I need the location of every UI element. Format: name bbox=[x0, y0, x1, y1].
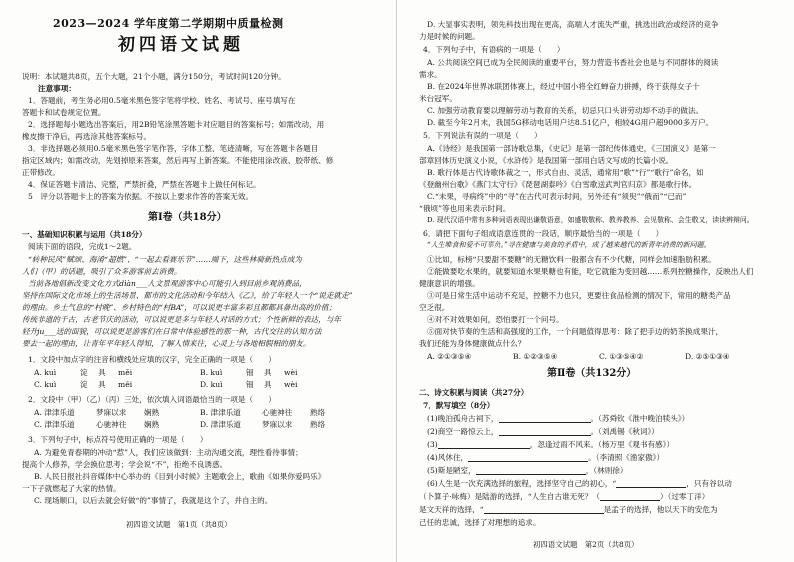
note-line: 3．非选择题必须用0.5毫米黑色签字笔作答，字体工整、笔迹清晰，写在答题卡各题目 bbox=[28, 144, 319, 153]
q1-option-b-char: 钿 bbox=[246, 368, 254, 377]
note-line: 4．保证答题卡清洁、完整，严禁折叠，严禁在答题卡上做任何标记。 bbox=[28, 180, 261, 189]
q2-option-d-word: 梦寐以求 bbox=[262, 420, 293, 429]
q1-option-c-char: 具 bbox=[98, 380, 106, 389]
answer-blank[interactable] bbox=[438, 441, 530, 449]
passage-line: 要去一起的理由，让青年平年轻人得知，了解人情来往，心灵上与各地相假相的朋友。 bbox=[22, 339, 311, 348]
q1-option-a-char: 具 bbox=[98, 368, 106, 377]
q1-option-a-pinyin: měi bbox=[118, 368, 133, 377]
dictation-text: (6)人生是一次充满选择的旅程，选择坚守自己的初心，“ bbox=[427, 479, 617, 488]
q1-option-d[interactable]: D. kuì bbox=[200, 380, 223, 389]
q3-option-line: 提高个人修养，学会换位思考；学会说“不”，拒绝不良诱惑。 bbox=[22, 460, 228, 469]
notes-heading: 注意事项： bbox=[38, 84, 76, 93]
q4-option-line: A. 公共阅读空间已成为全民阅读的重要平台，努力营造书香社会也是与不同群体的阅读 bbox=[427, 58, 719, 67]
question-7-stem: 7．默写填空（8分） bbox=[423, 401, 495, 410]
q4-option-line: D. 截至今年2月末，我国5G移动电话用户达8.51亿户，相较4G用户超9000多万户。 bbox=[427, 118, 714, 127]
q5-option-line: 部章回体历史演义小说，《水浒传》是我国第一部用白话文写成的长篇小说。 bbox=[419, 156, 674, 165]
q2-option-c-word: 娴熟 bbox=[144, 420, 160, 429]
dictation-text: (3) bbox=[427, 440, 438, 449]
q3-option-line: C. 现场顺口，以后去就会好做“的”事情了，我就是这个了，并自主的。 bbox=[34, 496, 273, 505]
dictation-source: ，（林则徐） bbox=[585, 466, 628, 475]
q2-option-d[interactable]: D. 津津乐道 bbox=[200, 420, 242, 429]
dictation-item bbox=[427, 414, 689, 423]
answer-blank[interactable] bbox=[616, 480, 686, 488]
page-footer: 初四语文试题 第1页（共8页） bbox=[126, 520, 232, 529]
q1-option-b-pinyin: wèi bbox=[284, 368, 298, 377]
q3-option-line: B. 人民日报社抖音媒体中心举办的《目到小时候》主题歌会上，歌曲《如果你爱吗乐》 bbox=[34, 472, 326, 481]
q6-option-a[interactable]: A. ②①③⑤④ bbox=[427, 352, 472, 361]
dictation-text: (1)晚泊孤舟古祠下， bbox=[427, 414, 499, 423]
q1-option-c[interactable]: C. kuì bbox=[34, 380, 57, 389]
dictation-item bbox=[427, 466, 628, 475]
q4-option-line: C. 加强劳动教育要以理解劳动与教育的关系，切忌只口头讲劳动却不动手的做法。 bbox=[427, 106, 704, 115]
dictation-text: (2)商空一路惊云上， bbox=[427, 427, 499, 436]
note-line: 1．答题前，考生务必用0.5毫米黑色签字笔将学校、姓名、考试号、座号填写在 bbox=[28, 96, 296, 105]
q3-option-d-line: D. 大显事实表明，领先科技出现在更高，高端人才流失严重，挑选出政治或经济的竞争 bbox=[427, 20, 719, 29]
q6-sentence: 我们还能为身体健康做点什么？ bbox=[419, 339, 526, 348]
q1-option-d-char: 具 bbox=[264, 380, 272, 389]
page-2 bbox=[397, 0, 794, 562]
q2-option-d-word: 熟络 bbox=[310, 420, 326, 429]
dictation-text: ，只有谷以动 bbox=[686, 479, 732, 488]
passage-line: 的理由。乡土气息的“村晚”、乡村特色的“村BA”，可以说更丰富多彩且都都具备出高的价值； bbox=[22, 303, 337, 312]
dictation-text: 是文天祥的选择，“ bbox=[419, 505, 484, 514]
dictation-text: (5)斯是陋室， bbox=[427, 466, 476, 475]
q1-option-d-char: 钿 bbox=[246, 380, 254, 389]
q5-option-line: “俄顷”等也用来表示时间。 bbox=[419, 204, 511, 213]
q4-option-line: 需求。 bbox=[419, 70, 442, 79]
q2-option-c-word: 心驰神往 bbox=[96, 420, 127, 429]
part2-title: 第Ⅱ卷（共132分） bbox=[547, 368, 637, 379]
note-line: 5 评分以答题卡上的答案为依据。不按以上要求作答的答案无效。 bbox=[28, 192, 254, 201]
q5-option-line: D. 现代汉语中常有多种词语表现出谦敬语意，如盛敬敬称、教养教养、会见敬称、会生敬又，读读辨辩问。 bbox=[427, 216, 754, 224]
exam-title: 2023—2024 学年度第二学期期中质量检测 bbox=[53, 17, 284, 30]
note-line: 橡皮擦干净后，再选涂其他答案标号。 bbox=[22, 132, 152, 141]
q4-option-line: B. 在2024年世界冰联团体赛上，经过中国小将全红蝉奋力拼搏，终于获得女子十 bbox=[427, 82, 700, 91]
answer-blank[interactable] bbox=[484, 506, 604, 514]
q6-sentence: 健康意识的增强。 bbox=[419, 279, 480, 288]
passage-line: 当前各地倡新改变文化方式dìàn___人文景观游客中心可能引入到目前乡观消费品， bbox=[28, 279, 307, 288]
dictation-text: (4)风休住， bbox=[427, 453, 469, 462]
passage-line: 轻升ju___送的面貌，可以说更是游客们在日常中体验感性的那一种，古代交往的认知方法 bbox=[22, 327, 322, 336]
dictation-text: 己任的忠诚，选择了对理想的追求。 bbox=[419, 518, 541, 527]
q2-option-a-word: 娴熟 bbox=[144, 408, 160, 417]
question-5-stem: 5．下列说法有误的一项是（ ） bbox=[423, 131, 542, 140]
q6-sentence: ②能做要吃水果的，就要知道水果果糖也有能，吃它就能为变回越……系列控糖操作，反映出人们 bbox=[427, 267, 754, 276]
q6-option-d[interactable]: D. ②⑤①③④ bbox=[685, 352, 730, 361]
q6-sentence: 空乏很。 bbox=[419, 303, 450, 312]
q1-option-b-char: 具 bbox=[264, 368, 272, 377]
page-footer: 初四语文试题 第2页（共8页） bbox=[533, 540, 639, 549]
q2-option-b[interactable]: B. 津津乐道 bbox=[200, 408, 241, 417]
q3-option-d-line: 力是时候的问题。 bbox=[419, 32, 480, 41]
q3-option-line: 一下子就燃起了大家的热情。 bbox=[22, 484, 121, 493]
q5-option-line: A.《诗经》是我国第一部诗歌总集，《史记》是第一部纪传体通史，《三国演义》是第一 bbox=[427, 144, 716, 153]
question-2-stem: 2．文段中（甲）（乙）（丙）三处，依次填入词语最恰当的一项是（ ） bbox=[28, 395, 276, 404]
section1-title: 一、基础知识积累与运用（共18分） bbox=[22, 230, 147, 239]
reading-intro: 阅读下面的语段，完成1～2题。 bbox=[28, 242, 137, 251]
q1-option-c-pinyin: měi bbox=[118, 380, 133, 389]
q1-option-a[interactable]: A. kuì bbox=[34, 368, 57, 377]
q3-option-line: A. 为避免青春期的冲动“惹”人，我们应该做到：主动沟通交流，理性看待事情； bbox=[34, 448, 303, 457]
q2-option-a-word: 梦寐以求 bbox=[96, 408, 127, 417]
q2-option-c[interactable]: C. 津津乐道 bbox=[34, 420, 75, 429]
dictation-item bbox=[427, 427, 659, 436]
dictation-source: 。（李清照《渔家傲》） bbox=[588, 453, 665, 462]
q6-sentence: ①比如，标榜“只要甜不要糖”的无糖饮料一般都含有不少代糖，同样会加速脂肪积累。 bbox=[427, 255, 716, 264]
q5-option-line: C.“未果，寻病终”中的“寻”在古代可表示时间，另外还有“须臾”“俄而”“已而” bbox=[427, 192, 687, 201]
question-4-stem: 4．下列句子中，有语病的一项是（ ） bbox=[423, 45, 565, 54]
q5-option-line: 《登幽州台歌》《燕门太守行》《琵琶湖泰吟》《白雪歌送武判官归京》都是歌行体。 bbox=[419, 180, 697, 189]
q6-option-c[interactable]: C. ①③⑤④② bbox=[599, 352, 644, 361]
q2-option-b-word: 熟络 bbox=[310, 408, 326, 417]
note-line: 2．选择题每小题选出答案后，用2B铅笔涂黑答题卡对应题目的答案标号；如需改动，用 bbox=[28, 120, 325, 129]
dictation-item bbox=[427, 440, 674, 449]
q6-sentence: ④对不对效果如何，恐怕要打一个问号。 bbox=[427, 315, 564, 324]
dictation-item bbox=[419, 518, 541, 527]
q4-option-line: 米台冠军。 bbox=[419, 94, 457, 103]
question-3-stem: 3．下列句子中，标点符号使用正确的一项是（ ） bbox=[28, 435, 208, 444]
dictation-item bbox=[427, 453, 664, 462]
subject-title: 初四语文试题 bbox=[118, 35, 244, 55]
part1-title: 第Ⅰ卷（共18分） bbox=[148, 212, 227, 223]
passage-line: “转种民风”赋颂、海淆“超燃”、“一起去看赛乐节”……端下，这些林骑新热点成为 bbox=[28, 255, 302, 264]
exam-meta: 说明：本试题共8页，五个大题，21个小题，满分150分，考试时间120分钟。 bbox=[22, 72, 286, 81]
dictation-source: ，忽逢过雨不风来。（杨万里《观书有感》） bbox=[529, 440, 675, 449]
dictation-item bbox=[427, 479, 732, 488]
q1-option-c-char: 淀 bbox=[80, 380, 88, 389]
q6-sentence: ③可是日常生活中运动不充足，控糖不力也只，更要往食品检测的情况下，常用的糖类产品 bbox=[427, 291, 731, 300]
q2-option-b-word: 心驰神往 bbox=[262, 408, 293, 417]
q6-option-b[interactable]: B. ①②③⑤④ bbox=[513, 352, 558, 361]
q6-sentence: ⑤面对快节奏的生活和高强度的工作，一个问题值得思考：除了把手边的奶茶换成果汁， bbox=[427, 327, 724, 336]
dictation-text: ）（过零丁洋） bbox=[659, 492, 710, 501]
dictation-text: 是孟子的选择，他以天下的安危为 bbox=[603, 505, 718, 514]
dictation-text: （卜算子·咏梅）是陆游的选择，“人生自古谁无死？（ bbox=[419, 492, 600, 501]
dictation-item bbox=[419, 505, 718, 514]
passage-line: 人们（甲）的话题，吸引了众多游客前去消费。 bbox=[22, 267, 182, 276]
dictation-item bbox=[419, 492, 709, 501]
question-1-stem: 1．文段中加点字的注音和横线处应填的汉字，完全正确的一项是（ ） bbox=[28, 355, 276, 364]
answer-blank[interactable] bbox=[499, 415, 591, 423]
answer-blank[interactable] bbox=[468, 454, 588, 462]
q6-quote: “人生唯食和爱不可辜负。”寻在健康与美食的矛盾中，成了越来越代的新青年消费的新问题。 bbox=[427, 241, 711, 249]
section2-title: 二、诗文积累与阅读（共27分） bbox=[419, 388, 529, 397]
q1-option-d-pinyin: wèi bbox=[284, 380, 298, 389]
q1-option-a-char: 淀 bbox=[80, 368, 88, 377]
answer-blank[interactable] bbox=[600, 493, 660, 501]
passage-line: 传统非遗的千古，古老节庆的活动，可以说更是多与年轻人对话的方式；个性新鲜的表达，与年 bbox=[22, 315, 341, 324]
q1-option-b[interactable]: B. kuì bbox=[200, 368, 223, 377]
question-6-stem: 6．请把下面句子组成语意连贯的一段话，顺序最恰当的一项是（ ） bbox=[423, 229, 664, 238]
note-line: 答题卡和试卷规定位置。 bbox=[22, 108, 106, 117]
passage-line: 坚持在国际文化市场上的生活场景、都市的文化活动和今年结入《乙》，给了年轻人一个“说走就走” bbox=[22, 291, 353, 300]
note-line: 指定区域内；如需改动，先划掉原来答案，然后再写上新答案。不能使用涂改液、胶带纸、修 bbox=[22, 156, 334, 165]
q5-option-line: B. 歌行体是古代诗歌体裁之一，形式自由、灵活，通常用“歌”“行”“歌行”命名，如 bbox=[427, 168, 704, 177]
q2-option-a[interactable]: A. 津津乐道 bbox=[34, 408, 75, 417]
dictation-source: 。（苏舜钦《淮中晚泊犊头》） bbox=[590, 414, 690, 423]
dictation-source: 。（刘禹锡《秋词》） bbox=[590, 427, 659, 436]
answer-blank[interactable] bbox=[476, 467, 586, 475]
answer-blank[interactable] bbox=[499, 428, 591, 436]
note-line: 正带修改。 bbox=[22, 168, 60, 177]
